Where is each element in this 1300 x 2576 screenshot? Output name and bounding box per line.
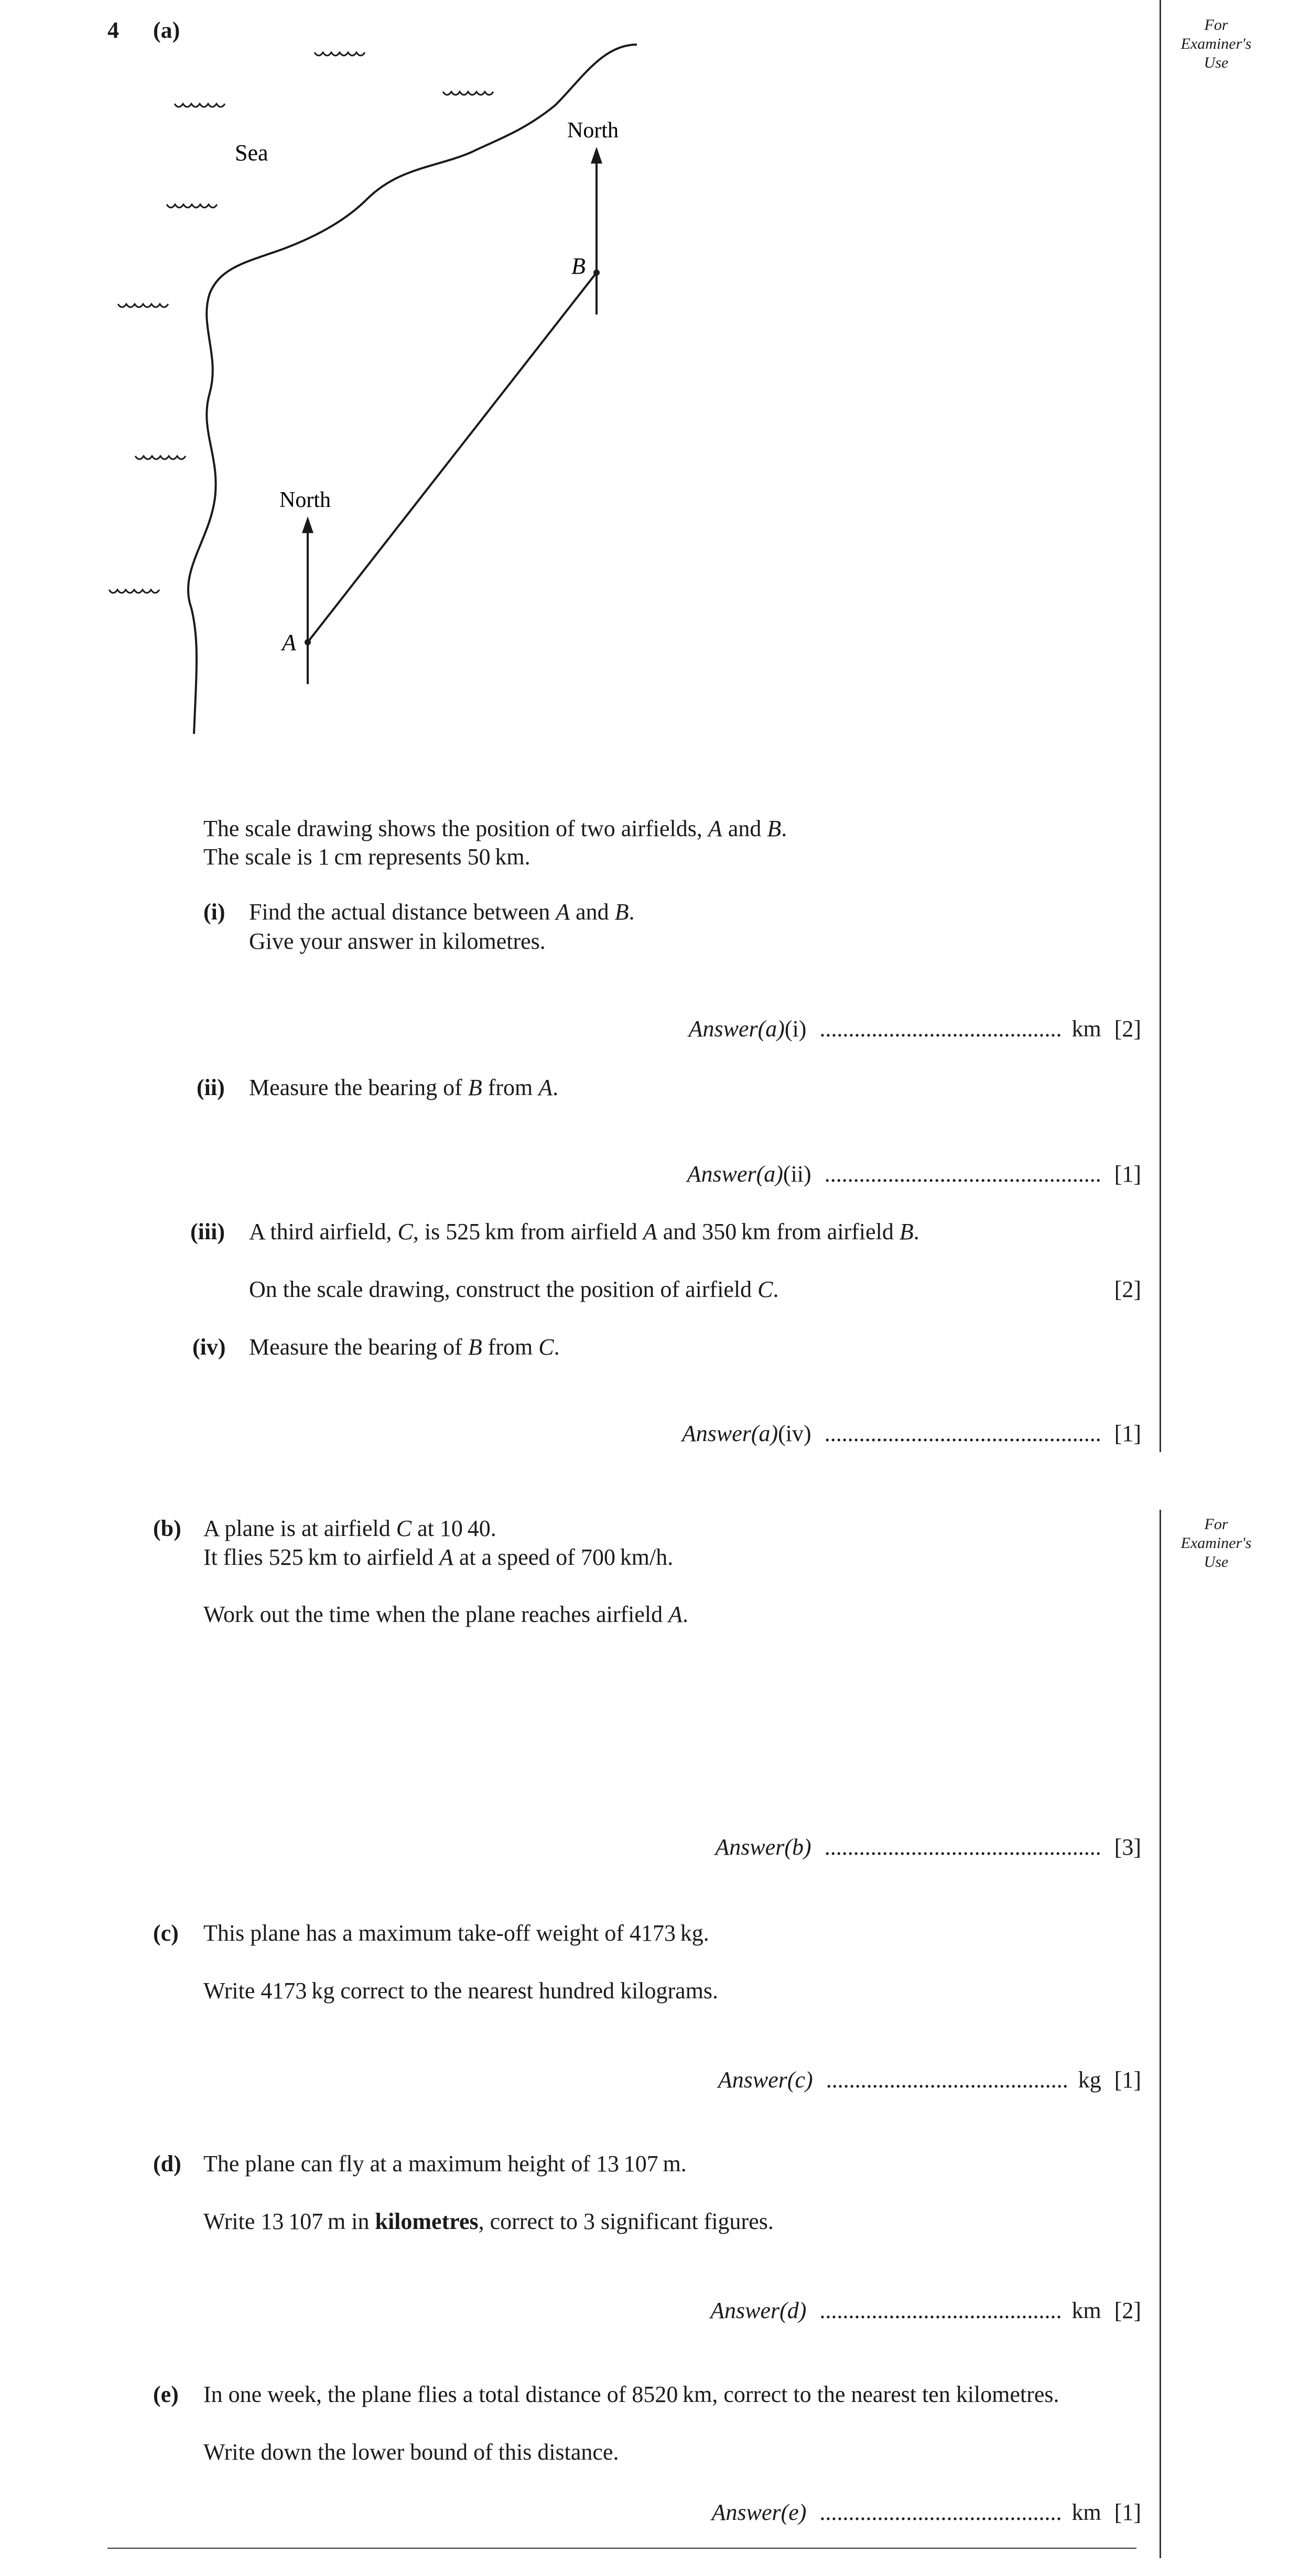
answer-b-field[interactable]: ................................................ xyxy=(824,1834,1101,1860)
point-a-label: A xyxy=(282,630,296,655)
answer-a-iv-field[interactable]: ................................................ xyxy=(824,1421,1101,1446)
answer-label: Answer(c) xyxy=(718,2067,813,2093)
part-d-label: (d) xyxy=(153,2151,181,2177)
examiner-line1: For xyxy=(1204,1516,1228,1533)
text: , is 525 km from airfield xyxy=(413,1219,643,1244)
answer-sub: (i) xyxy=(784,1016,807,1042)
part-c-label: (c) xyxy=(153,1920,179,1946)
text: Find the actual distance between xyxy=(249,899,556,925)
text: and xyxy=(570,899,615,925)
part-a-iii-line-1 xyxy=(249,1217,919,1246)
examiner-line2: Examiner's xyxy=(1180,35,1252,52)
intro-b: B xyxy=(767,816,782,841)
examiner-use-label-top xyxy=(1164,16,1269,72)
examiner-line3: Use xyxy=(1204,54,1229,71)
part-a-i-line-1 xyxy=(249,897,635,926)
answer-e-field[interactable]: .......................................... xyxy=(819,2499,1062,2525)
marks: [2] xyxy=(1114,1016,1141,1042)
question-number: 4 xyxy=(107,17,119,43)
answer-d-field[interactable]: .......................................... xyxy=(819,2298,1062,2323)
answer-label: Answer(d) xyxy=(710,2298,807,2323)
point-b-label: B xyxy=(571,253,586,279)
marks: [1] xyxy=(1114,2499,1141,2525)
text: . xyxy=(773,1276,779,1302)
answer-e-row xyxy=(712,2498,1141,2527)
examiner-margin-line-bottom xyxy=(1160,1510,1161,2558)
text-c: C xyxy=(397,1219,413,1244)
marks: [1] xyxy=(1114,1161,1141,1187)
part-a-ii-label: (ii) xyxy=(197,1075,225,1100)
part-b-line-3 xyxy=(203,1600,688,1629)
marks: [1] xyxy=(1114,1421,1141,1446)
answer-a-i-row xyxy=(689,1014,1141,1043)
answer-sub: (ii) xyxy=(783,1161,811,1187)
text: It flies 525 km to airfield xyxy=(203,1544,439,1570)
examiner-margin-line-top xyxy=(1160,0,1161,1452)
wave xyxy=(135,456,186,459)
text-a: A xyxy=(668,1601,683,1627)
answer-c-field[interactable]: .......................................... xyxy=(826,2067,1068,2093)
text-b: B xyxy=(468,1075,482,1100)
north-arrowhead-b xyxy=(591,147,602,164)
examiner-line2: Examiner's xyxy=(1180,1534,1252,1552)
part-c-line-1: This plane has a maximum take-off weight of 4173 kg. xyxy=(203,1920,709,1946)
north-arrowhead-a xyxy=(302,516,313,533)
text: Measure the bearing of xyxy=(249,1334,468,1360)
part-c-line-2: Write 4173 kg correct to the nearest hundred kilograms. xyxy=(203,1978,719,2004)
text: and 350 km from airfield xyxy=(657,1219,900,1244)
wave xyxy=(109,590,159,593)
line-a-to-b xyxy=(308,273,597,642)
part-d-line-2 xyxy=(203,2207,774,2236)
answer-a-iv-row xyxy=(682,1419,1141,1448)
part-e-label: (e) xyxy=(153,2382,179,2407)
part-b-line-2 xyxy=(203,1543,673,1572)
answer-d-row xyxy=(710,2296,1141,2325)
part-a-iv-line-1 xyxy=(249,1333,560,1361)
part-e-line-2: Write down the lower bound of this distance. xyxy=(203,2439,619,2465)
answer-a-i-field[interactable]: .......................................... xyxy=(819,1016,1062,1042)
intro-line-1 xyxy=(203,814,787,843)
text: . xyxy=(913,1219,919,1244)
unit: km xyxy=(1071,2298,1101,2323)
examiner-use-label-bottom xyxy=(1164,1515,1269,1572)
text-b: B xyxy=(899,1219,914,1244)
answer-label: Answer(a) xyxy=(688,1016,785,1042)
sea-label: Sea xyxy=(235,140,268,166)
wave xyxy=(118,304,168,307)
answer-label: Answer(b) xyxy=(715,1834,811,1860)
text-a: A xyxy=(556,899,570,925)
text: . xyxy=(552,1075,559,1100)
intro-end: . xyxy=(781,816,787,841)
text-b: B xyxy=(614,899,629,925)
scale-drawing xyxy=(0,0,681,744)
point-a-dot xyxy=(305,639,311,645)
part-a-label: (a) xyxy=(153,17,180,43)
text: at 10 40. xyxy=(411,1516,496,1541)
answer-c-row xyxy=(718,2065,1141,2094)
wave xyxy=(175,104,225,107)
north-label-a: North xyxy=(279,488,331,512)
examiner-line3: Use xyxy=(1204,1553,1229,1571)
wave xyxy=(167,204,217,208)
text: Work out the time when the plane reaches airfield xyxy=(203,1601,669,1627)
answer-label: Answer(a) xyxy=(681,1421,778,1446)
marks: [2] xyxy=(1114,2298,1141,2323)
answer-a-ii-row xyxy=(687,1160,1141,1188)
unit: km xyxy=(1071,1016,1101,1042)
text-c: C xyxy=(538,1334,554,1360)
text: Write 13 107 m in xyxy=(203,2209,375,2234)
examiner-line1: For xyxy=(1204,16,1228,34)
part-a-ii-line-1 xyxy=(249,1073,558,1102)
answer-b-row xyxy=(715,1833,1141,1861)
part-b-line-1 xyxy=(203,1514,496,1543)
part-b-label: (b) xyxy=(153,1516,181,1541)
marks: [2] xyxy=(1114,1276,1141,1302)
answer-label: Answer(a) xyxy=(687,1161,783,1187)
marks: [1] xyxy=(1114,2067,1141,2093)
text: at a speed of 700 km/h. xyxy=(453,1544,674,1570)
text: . xyxy=(682,1601,689,1627)
part-e-line-1: In one week, the plane flies a total distance of 8520 km, correct to the nearest ten kilometres. xyxy=(203,2382,1059,2407)
text-c: C xyxy=(396,1516,412,1541)
north-label-b: North xyxy=(567,118,619,143)
part-a-i-label: (i) xyxy=(203,899,225,925)
part-a-i-line-2: Give your answer in kilometres. xyxy=(249,928,546,954)
intro-line-2: The scale is 1 cm represents 50 km. xyxy=(203,844,530,870)
text: A plane is at airfield xyxy=(203,1516,396,1541)
part-a-iii-line-2 xyxy=(249,1275,779,1304)
wave xyxy=(315,52,365,56)
text-a: A xyxy=(643,1219,657,1244)
text-a: A xyxy=(538,1075,553,1100)
bottom-rule xyxy=(107,2548,1136,2549)
marks: [3] xyxy=(1114,1834,1141,1860)
answer-label: Answer(e) xyxy=(711,2499,807,2525)
text: A third airfield, xyxy=(249,1219,398,1244)
unit: km xyxy=(1071,2499,1101,2525)
part-a-iv-label: (iv) xyxy=(192,1334,226,1360)
intro-a: A xyxy=(708,816,722,841)
answer-a-ii-field[interactable]: ................................................ xyxy=(824,1161,1101,1187)
answer-sub: (iv) xyxy=(778,1421,811,1446)
text-b: B xyxy=(468,1334,482,1360)
part-d-line-1: The plane can fly at a maximum height of 13 107 m. xyxy=(203,2151,687,2177)
text: . xyxy=(554,1334,560,1360)
text: from xyxy=(482,1075,539,1100)
text: . xyxy=(629,899,635,925)
text: On the scale drawing, construct the position of airfield xyxy=(249,1276,758,1302)
unit: kg xyxy=(1078,2067,1101,2093)
text-c: C xyxy=(757,1276,773,1302)
text: , correct to 3 significant figures. xyxy=(478,2209,774,2234)
text-bold: kilometres xyxy=(375,2209,479,2234)
text-a: A xyxy=(439,1544,453,1570)
intro-text: The scale drawing shows the position of two airfields, xyxy=(203,816,708,841)
point-b-dot xyxy=(593,269,600,276)
text: Measure the bearing of xyxy=(249,1075,468,1100)
wave xyxy=(443,92,493,95)
intro-and: and xyxy=(722,816,767,841)
part-a-iii-label: (iii) xyxy=(190,1219,225,1244)
text: from xyxy=(482,1334,539,1360)
